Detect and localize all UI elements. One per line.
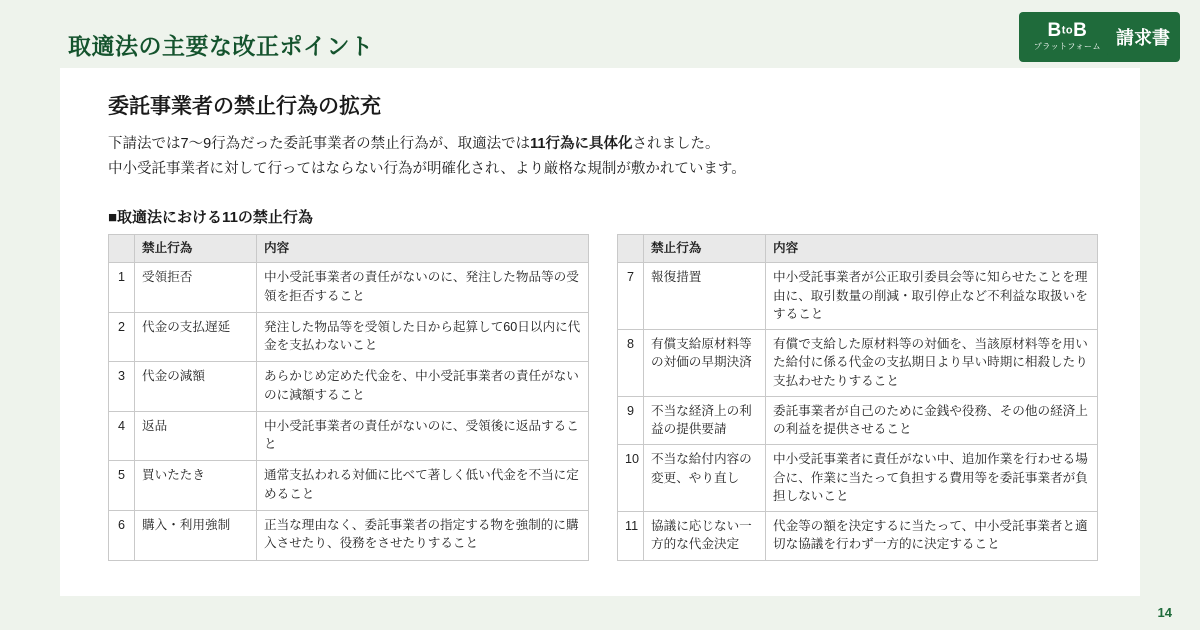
logo-btob-text: BtoB: [1047, 20, 1088, 41]
table-header-row: [618, 235, 1098, 263]
row-number: 4: [109, 411, 135, 461]
row-number: 6: [109, 510, 135, 560]
row-action: 報復措置: [644, 263, 766, 330]
prohibited-acts-table-right: [617, 234, 1098, 561]
lead-paragraph: [108, 132, 746, 183]
table-row: [618, 396, 1098, 445]
row-action: 不当な給付内容の変更、やり直し: [644, 445, 766, 512]
column-header-number: [618, 235, 644, 263]
column-header-number: [109, 235, 135, 263]
table-row: [109, 362, 589, 412]
row-number: 3: [109, 362, 135, 412]
column-header-action: 禁止行為: [644, 235, 766, 263]
row-content: 代金等の額を決定するに当たって、中小受託事業者と適切な協議を行わず一方的に決定すること: [766, 512, 1098, 561]
row-action: 購入・利用強制: [135, 510, 257, 560]
row-content: 正当な理由なく、委託事業者の指定する物を強制的に購入させたり、役務をさせたりすること: [257, 510, 589, 560]
column-header-content: 内容: [766, 235, 1098, 263]
table-header-row: [109, 235, 589, 263]
lead-line-2: 中小受託事業者に対して行ってはならない行為が明確化され、より厳格な規制が敷かれています。: [108, 161, 746, 178]
row-content: 発注した物品等を受領した日から起算して60日以内に代金を支払わないこと: [257, 312, 589, 362]
row-action: 買いたたき: [135, 461, 257, 511]
sub-heading: ■取適法における11の禁止行為: [108, 209, 313, 226]
row-content: 中小受託事業者の責任がないのに、発注した物品等の受領を拒否すること: [257, 263, 589, 313]
column-header-action: 禁止行為: [135, 235, 257, 263]
row-number: 1: [109, 263, 135, 313]
table-row: [618, 445, 1098, 512]
table-row: [109, 461, 589, 511]
row-content: 中小受託事業者が公正取引委員会等に知らせたことを理由に、取引数量の削減・取引停止など不利益な取扱いをすること: [766, 263, 1098, 330]
page-title: 取適法の主要な改正ポイント: [68, 33, 374, 59]
table-row: [618, 512, 1098, 561]
table-row: [618, 330, 1098, 397]
column-header-content: 内容: [257, 235, 589, 263]
row-number: 9: [618, 396, 644, 445]
row-action: 受領拒否: [135, 263, 257, 313]
lead-line-1-part-c: されました。: [632, 136, 720, 152]
brand-logo: [1019, 12, 1180, 62]
row-content: 中小受託事業者の責任がないのに、受領後に返品すること: [257, 411, 589, 461]
row-number: 2: [109, 312, 135, 362]
table-row: [109, 312, 589, 362]
row-action: 代金の支払遅延: [135, 312, 257, 362]
page-number: 14: [1157, 605, 1172, 620]
row-action: 有償支給原材料等の対価の早期決済: [644, 330, 766, 397]
slide-header: [0, 0, 1200, 76]
row-number: 7: [618, 263, 644, 330]
row-content: 委託事業者が自己のために金銭や役務、その他の経済上の利益を提供させること: [766, 396, 1098, 445]
logo-platform-text: プラットフォーム: [1033, 42, 1101, 51]
row-number: 10: [618, 445, 644, 512]
section-title: 委託事業者の禁止行為の拡充: [108, 95, 381, 118]
lead-line-1-emphasis: 11行為に具体化: [530, 136, 633, 152]
row-content: 通常支払われる対価に比べて著しく低い代金を不当に定めること: [257, 461, 589, 511]
row-action: 不当な経済上の利益の提供要請: [644, 396, 766, 445]
prohibited-acts-tables: [108, 234, 1098, 561]
prohibited-acts-table-left: [108, 234, 589, 561]
row-action: 代金の減額: [135, 362, 257, 412]
lead-line-1-part-a: 下請法では7～9行為だった委託事業者の禁止行為が、取適法では: [108, 136, 531, 152]
row-number: 5: [109, 461, 135, 511]
table-row: [618, 263, 1098, 330]
row-content: 中小受託事業者に責任がない中、追加作業を行わせる場合に、作業に当たって負担する費用等を委託事業者が負担しないこと: [766, 445, 1098, 512]
row-action: 協議に応じない一方的な代金決定: [644, 512, 766, 561]
table-row: [109, 411, 589, 461]
table-row: [109, 263, 589, 313]
logo-mark: [1027, 17, 1108, 56]
logo-product-text: 請求書: [1116, 27, 1170, 48]
content-card: [60, 68, 1140, 596]
row-number: 11: [618, 512, 644, 561]
row-number: 8: [618, 330, 644, 397]
row-content: あらかじめ定めた代金を、中小受託事業者の責任がないのに減額すること: [257, 362, 589, 412]
table-row: [109, 510, 589, 560]
logo-wrap: [1019, 12, 1180, 62]
row-action: 返品: [135, 411, 257, 461]
row-content: 有償で支給した原材料等の対価を、当該原材料等を用いた給付に係る代金の支払期日より早い時期に相殺したり支払わせたりすること: [766, 330, 1098, 397]
lead-line-1: [108, 132, 746, 157]
